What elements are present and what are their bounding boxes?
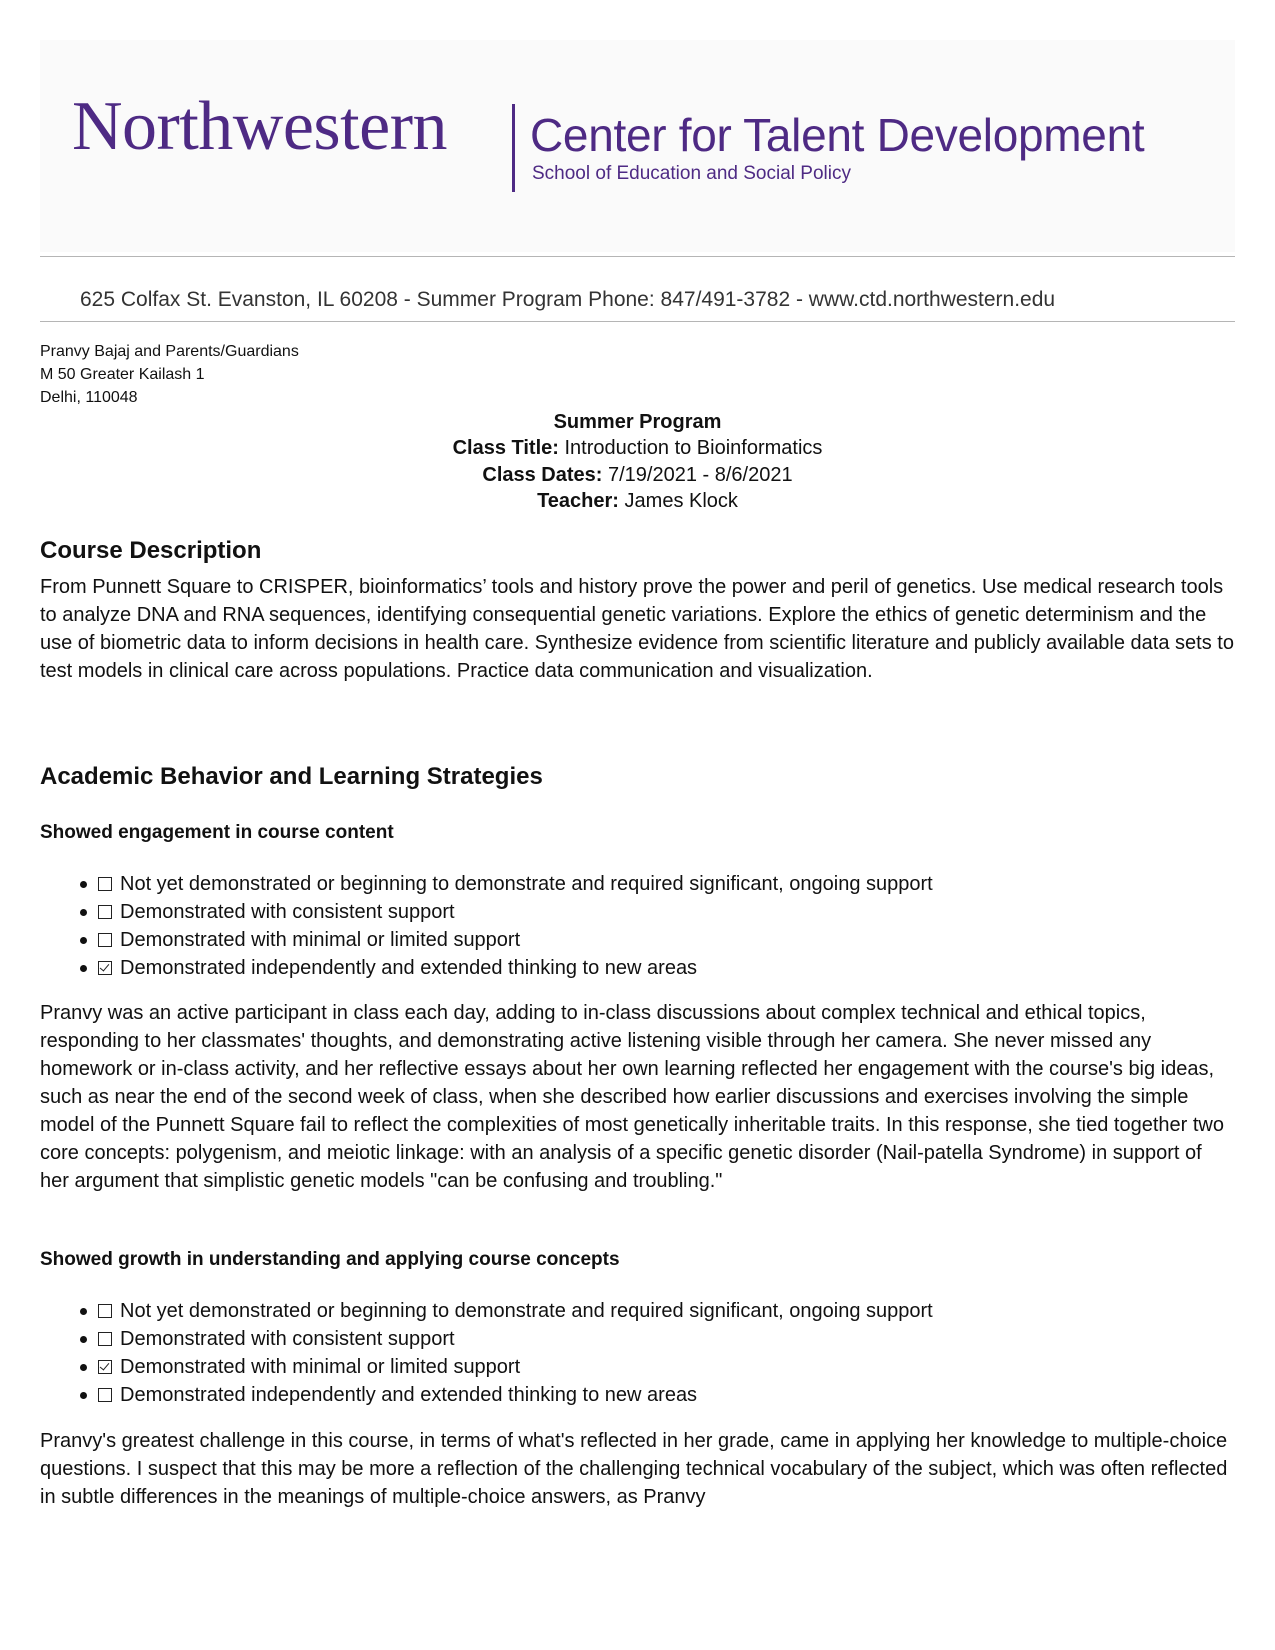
bullet-icon [80,881,87,888]
checked-box-icon [98,1360,112,1374]
rating-option-label: Demonstrated with consistent support [120,1328,455,1350]
rating-option [80,1325,933,1353]
bullet-icon [80,1308,87,1315]
academic-heading: Academic Behavior and Learning Strategies [40,763,543,790]
unchecked-box-icon [98,905,112,919]
rating-option-label: Not yet demonstrated or beginning to demonstrate and required significant, ongoing support [120,873,933,895]
course-description-text: From Punnett Square to CRISPER, bioinformatics’ tools and history prove the power and peril of genetics. Use medical research tools to analyze DNA and RNA sequences, identifying consequential genetic variations. Explore the ethics of genetic determinism and the use of biometric data to inform decisions in health care. Synthesize evidence from scientific literature and publicly available data sets to test models in clinical care across populations. Practice data communication and visualization. [40,576,1234,682]
bullet-icon [80,1336,87,1343]
growth-options [80,1297,933,1409]
rating-option [80,1381,933,1409]
rating-option [80,926,933,954]
class-title: Class Title: Introduction to Bioinformatics [452,437,823,459]
engagement-options [80,870,933,982]
rating-option-label: Demonstrated with minimal or limited support [120,1356,521,1378]
rating-option-label: Demonstrated independently and extended thinking to new areas [120,1384,698,1406]
bullet-icon [80,965,87,972]
rating-option [80,870,933,898]
rating-option [80,954,933,982]
bullet-icon [80,937,87,944]
unchecked-box-icon [98,1304,112,1318]
rating-option [80,1353,933,1381]
section-growth-title: Showed growth in understanding and applying course concepts [40,1249,620,1270]
logo-northwestern: Northwestern [72,88,448,165]
bullet-icon [80,1364,87,1371]
class-dates: Class Dates: 7/19/2021 - 8/6/2021 [482,464,793,486]
ctd-logo [40,40,1235,252]
unchecked-box-icon [98,933,112,947]
bullet-icon [80,1392,87,1399]
logo-divider [512,104,515,192]
address-line-1: Pranvy Bajaj and Parents/Guardians [40,343,299,360]
rating-option-label: Demonstrated independently and extended thinking to new areas [120,957,698,979]
growth-comment: Pranvy's greatest challenge in this course, in terms of what's reflected in her grade, came in applying her knowledge to multiple-choice questions. I suspect that this may be more a reflection of the challenging technical vocabulary of the subject, which was often reflected in subtle differences in the meanings of multiple-choice answers, as Pranvy [40,1430,1228,1508]
rating-option-label: Demonstrated with minimal or limited support [120,929,521,951]
contact-line: 625 Colfax St. Evanston, IL 60208 - Summer Program Phone: 847/491-3782 - www.ctd.northwestern.edu [80,288,1056,311]
course-description-heading: Course Description [40,537,262,564]
section-engagement-title: Showed engagement in course content [40,822,394,843]
rating-option [80,1297,933,1325]
logo-center-name: Center for Talent Development [530,109,1145,161]
rating-option [80,898,933,926]
bullet-icon [80,909,87,916]
logo-school-name: School of Education and Social Policy [532,163,851,184]
address-line-2: M 50 Greater Kailash 1 [40,366,205,383]
unchecked-box-icon [98,877,112,891]
header-divider-bottom [40,321,1235,322]
unchecked-box-icon [98,1332,112,1346]
teacher: Teacher: James Klock [537,490,738,512]
unchecked-box-icon [98,1388,112,1402]
rating-option-label: Demonstrated with consistent support [120,901,455,923]
header-divider-top [40,256,1235,257]
address-line-3: Delhi, 110048 [40,389,138,406]
checked-box-icon [98,961,112,975]
program-name: Summer Program [553,411,722,433]
rating-option-label: Not yet demonstrated or beginning to demonstrate and required significant, ongoing support [120,1300,933,1322]
engagement-comment: Pranvy was an active participant in class each day, adding to in-class discussions about complex technical and ethical topics, responding to her classmates' thoughts, and demonstrating active listening visible through her camera. She never missed any homework or in-class activity, and her reflective essays about her own learning reflected her engagement with the course's big ideas, such as near the end of the second week of class, when she described how earlier discussions and exercises involving the simple model of the Punnett Square fail to reflect the complexities of most genetically inheritable traits. In this response, she tied together two core concepts: polygenism, and meiotic linkage: with an analysis of a specific genetic disorder (Nail-patella Syndrome) in support of her argument that simplistic genetic models "can be confusing and troubling." [40,1002,1224,1192]
